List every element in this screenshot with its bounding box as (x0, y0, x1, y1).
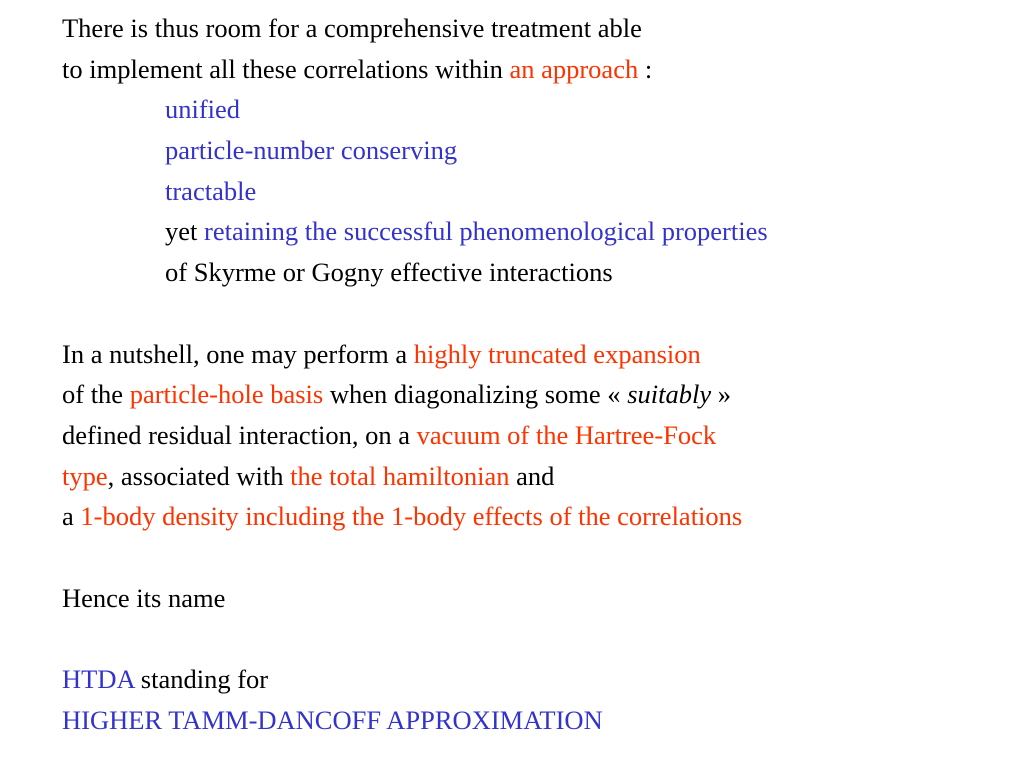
nutshell-line-2 (62, 374, 1012, 415)
nutshell-text-2a: of the (62, 379, 130, 410)
nutshell-line-1 (62, 334, 1012, 375)
highlight-type: type (62, 460, 108, 491)
intro-line-2 (62, 49, 1012, 90)
acronym-expansion: HIGHER TAMM-DANCOFF APPROXIMATION (62, 704, 603, 735)
property-yet: yet (165, 216, 204, 247)
intro-colon: : (638, 53, 653, 84)
emphasis-suitably: suitably (627, 379, 712, 410)
highlight-vacuum-hartree-fock: vacuum of the Hartree-Fock (416, 419, 717, 450)
highlight-particle-hole-basis: particle-hole basis (129, 379, 324, 410)
highlight-total-hamiltonian: the total hamiltonian (290, 460, 510, 491)
acronym-line (62, 659, 1012, 700)
nutshell-text-1: In a nutshell, one may perform a (62, 338, 414, 369)
acronym-htda: HTDA (62, 664, 135, 694)
nutshell-line-3 (62, 415, 1012, 456)
nutshell-text-2c: » (711, 379, 731, 410)
hence-line (62, 578, 1012, 619)
paragraph-gap-3 (62, 618, 1012, 659)
property-text-tractable: tractable (165, 175, 257, 206)
nutshell-text-2b: when diagonalizing some « (323, 379, 628, 410)
nutshell-text-3: defined residual interaction, on a (62, 419, 417, 450)
highlight-an-approach: an approach (509, 53, 639, 84)
highlight-one-body-density: 1-body density including the 1-body effects of the correlations (80, 501, 743, 532)
paragraph-gap-2 (62, 537, 1012, 578)
intro-line-1 (62, 8, 1012, 49)
property-item-retaining (62, 211, 1012, 252)
nutshell-text-4a: , associated with (107, 460, 291, 491)
hence-text: Hence its name (62, 582, 226, 613)
property-item-particle-number (62, 130, 1012, 171)
nutshell-text-5: a (62, 501, 81, 532)
property-item-tractable (62, 171, 1012, 212)
property-item-unified (62, 89, 1012, 130)
acronym-standing-for: standing for (134, 664, 269, 694)
acronym-expansion-line (62, 700, 1012, 741)
highlight-truncated-expansion: highly truncated expansion (413, 338, 701, 369)
property-text-particle-number: particle-number conserving (165, 135, 458, 166)
intro-text-2: to implement all these correlations within (62, 53, 510, 84)
paragraph-gap-1 (62, 293, 1012, 334)
nutshell-text-4b: and (509, 460, 555, 491)
property-text-unified: unified (165, 94, 241, 125)
intro-text-1: There is thus room for a comprehensive treatment able (62, 13, 642, 43)
nutshell-line-4 (62, 456, 1012, 497)
slide-body (62, 8, 1012, 740)
property-item-skyrme (62, 252, 1012, 293)
property-text-skyrme: of Skyrme or Gogny effective interactions (165, 257, 613, 288)
nutshell-line-5 (62, 496, 1012, 537)
property-text-retaining: retaining the successful phenomenological properties (204, 216, 768, 247)
